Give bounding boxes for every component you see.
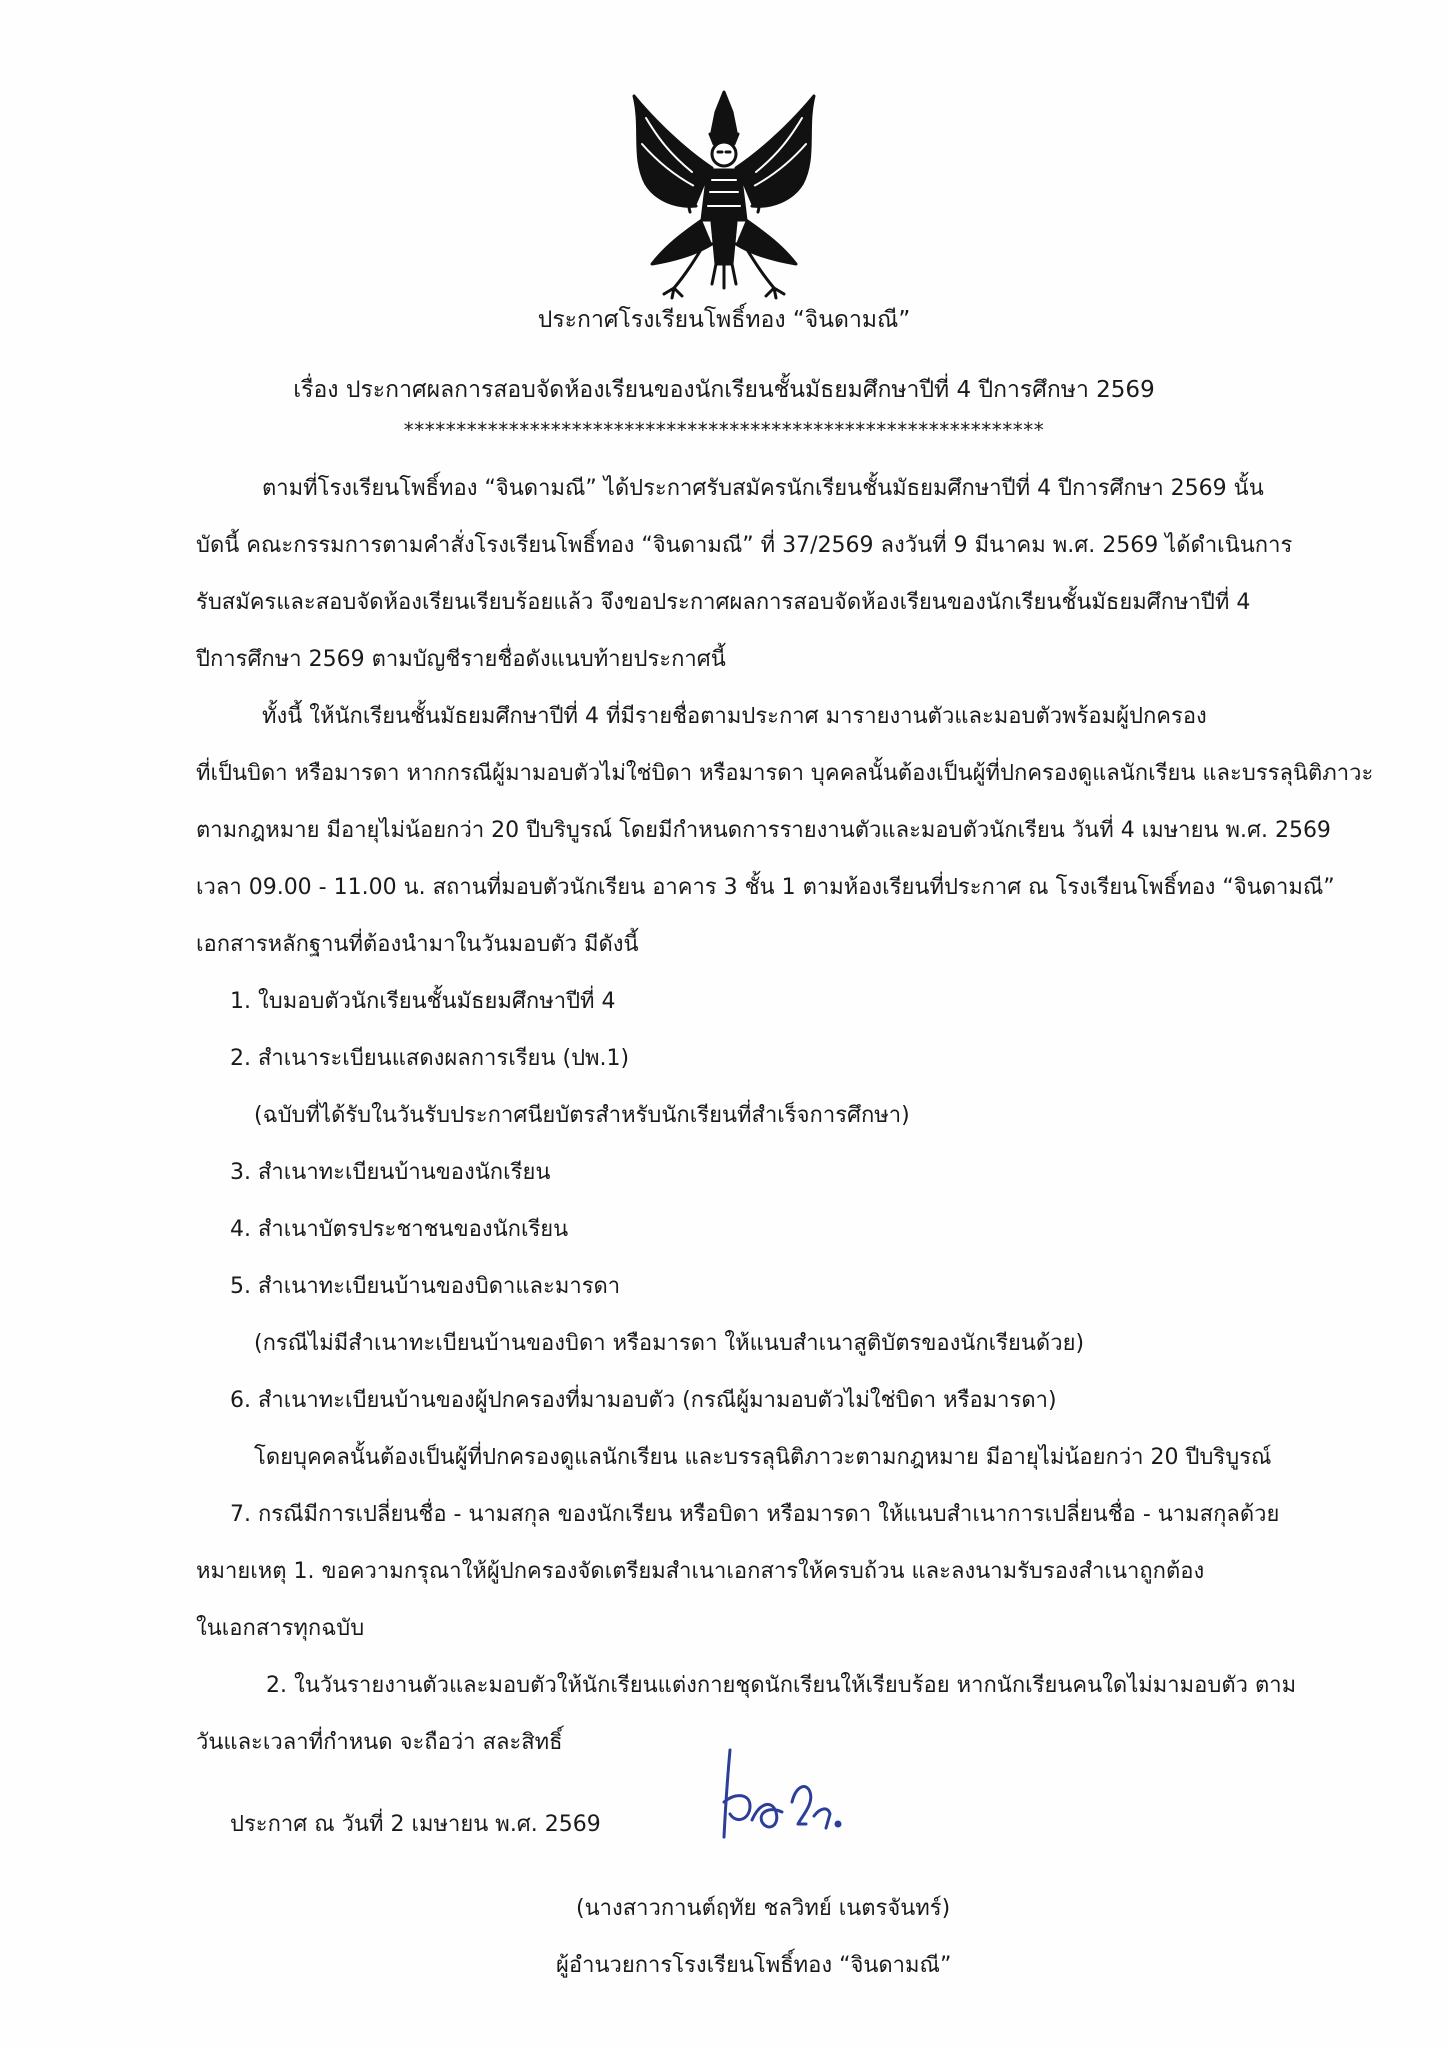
list-item: 6. สำเนาทะเบียนบ้านของผู้ปกครองที่มามอบตัว (กรณีผู้มามอบตัวไม่ใช่บิดา หรือมารดา) <box>230 1388 1057 1413</box>
list-item: 5. สำเนาทะเบียนบ้านของบิดาและมารดา <box>230 1274 621 1299</box>
p1-line-2: บัดนี้ คณะกรรมการตามคำสั่งโรงเรียนโพธิ์ทอง “จินดามณี” ที่ 37/2569 ลงวันที่ 9 มีนาคม พ.ศ. 2569 ได้ดำเนินการ <box>196 533 1293 558</box>
p1-line-3: รับสมัครและสอบจัดห้องเรียนเรียบร้อยแล้ว จึงขอประกาศผลการสอบจัดห้องเรียนของนักเรียนชั้นมัธยมศึกษาปีที่ 4 <box>196 590 1251 615</box>
signature <box>710 1742 860 1852</box>
list-item: 3. สำเนาทะเบียนบ้านของนักเรียน <box>230 1160 551 1185</box>
announcement-subject: เรื่อง ประกาศผลการสอบจัดห้องเรียนของนักเรียนชั้นมัธยมศึกษาปีที่ 4 ปีการศึกษา 2569 <box>293 377 1155 403</box>
announce-date: ประกาศ ณ วันที่ 2 เมษายน พ.ศ. 2569 <box>230 1812 601 1837</box>
p1-line-4: ปีการศึกษา 2569 ตามบัญชีรายชื่อดังแนบท้ายประกาศนี้ <box>196 647 726 672</box>
list-item: 1. ใบมอบตัวนักเรียนชั้นมัธยมศึกษาปีที่ 4 <box>230 989 616 1014</box>
list-item: 2. สำเนาระเบียนแสดงผลการเรียน (ปพ.1) <box>230 1046 630 1071</box>
signer-title: ผู้อำนวยการโรงเรียนโพธิ์ทอง “จินดามณี” <box>556 1953 952 1978</box>
list-item: 7. กรณีมีการเปลี่ยนชื่อ - นามสกุล ของนักเรียน หรือบิดา หรือมารดา ให้แนบสำเนาการเปลี่ยนชื่อ - นามสกุลด้วย <box>230 1502 1280 1527</box>
p2-line-3: ตามกฎหมาย มีอายุไม่น้อยกว่า 20 ปีบริบูรณ์ โดยมีกำหนดการรายงานตัวและมอบตัวนักเรียน วันที่ 4 เมษายน พ.ศ. 2569 <box>196 818 1331 843</box>
list-item: 4. สำเนาบัตรประชาชนของนักเรียน <box>230 1217 569 1242</box>
p2-line-5: เอกสารหลักฐานที่ต้องนำมาในวันมอบตัว มีดังนี้ <box>196 932 639 957</box>
p2-line-4: เวลา 09.00 - 11.00 น. สถานที่มอบตัวนักเรียน อาคาร 3 ชั้น 1 ตามห้องเรียนที่ประกาศ ณ โรงเรียนโพธิ์ทอง “จินดามณี” <box>196 875 1335 900</box>
list-item-note: (กรณีไม่มีสำเนาทะเบียนบ้านของบิดา หรือมารดา ให้แนบสำเนาสูติบัตรของนักเรียนด้วย) <box>254 1331 1085 1356</box>
list-item-note: (ฉบับที่ได้รับในวันรับประกาศนียบัตรสำหรับนักเรียนที่สำเร็จการศึกษา) <box>254 1103 910 1128</box>
garuda-emblem <box>612 88 836 302</box>
p1-line-1: ตามที่โรงเรียนโพธิ์ทอง “จินดามณี” ได้ประกาศรับสมัครนักเรียนชั้นมัธยมศึกษาปีที่ 4 ปีการศึกษา 2569 นั้น <box>262 476 1264 501</box>
remark-line: 2. ในวันรายงานตัวและมอบตัวให้นักเรียนแต่งกายชุดนักเรียนให้เรียบร้อย หากนักเรียนคนใดไม่มามอบตัว ตาม <box>266 1673 1297 1698</box>
remark-line: หมายเหตุ 1. ขอความกรุณาให้ผู้ปกครองจัดเตรียมสำเนาเอกสารให้ครบถ้วน และลงนามรับรองสำเนาถูกต้อง <box>196 1559 1205 1584</box>
remark-line: ในเอกสารทุกฉบับ <box>196 1616 365 1641</box>
signer-name: (นางสาวกานต์ฤทัย ชลวิทย์ เนตรจันทร์) <box>576 1896 951 1921</box>
p2-line-1: ทั้งนี้ ให้นักเรียนชั้นมัธยมศึกษาปีที่ 4 ที่มีรายชื่อตามประกาศ มารายงานตัวและมอบตัวพร้อมผู้ปกครอง <box>262 704 1207 729</box>
announcement-title: ประกาศโรงเรียนโพธิ์ทอง “จินดามณี” <box>537 307 911 333</box>
list-item-note: โดยบุคคลนั้นต้องเป็นผู้ที่ปกครองดูแลนักเรียน และบรรลุนิติภาวะตามกฎหมาย มีอายุไม่น้อยกว่า 20 ปีบริบูรณ์ <box>254 1445 1272 1470</box>
separator-line: ************************************************************* <box>403 418 1045 442</box>
remark-line: วันและเวลาที่กำหนด จะถือว่า สละสิทธิ์ <box>196 1730 563 1755</box>
p2-line-2: ที่เป็นบิดา หรือมารดา หากกรณีผู้มามอบตัวไม่ใช่บิดา หรือมารดา บุคคลนั้นต้องเป็นผู้ที่ปกครองดูแลนักเรียน และบรรลุนิติภาวะ <box>196 761 1374 786</box>
